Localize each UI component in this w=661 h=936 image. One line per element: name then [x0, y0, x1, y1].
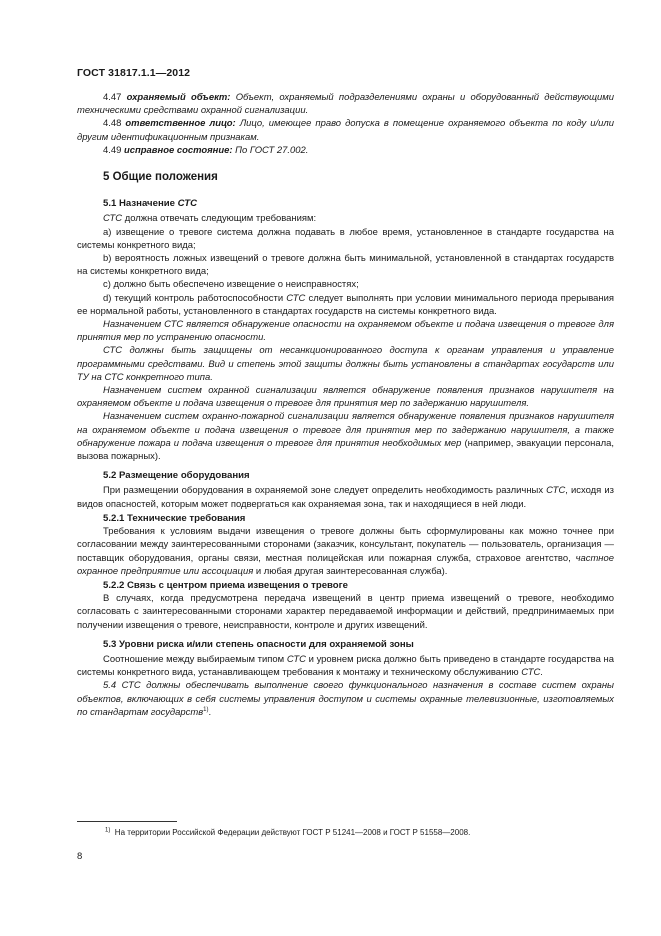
section-5-2-title: 5.2 Размещение оборудования — [103, 470, 250, 482]
list-item-d — [77, 292, 614, 318]
term-definition: По ГОСТ 27.002. — [235, 144, 309, 156]
document-header: ГОСТ 31817.1.1—2012 — [77, 67, 191, 79]
text: При размещении оборудования в охраняемой зоне следует определить необходимость различных — [103, 485, 547, 497]
paragraph-5-3 — [77, 653, 614, 679]
paragraph-5-2-2: В случаях, когда предусмотрена передача извещений в центр приема извещений о тревоге, необходимо согласовать с заинтересованными сторонами характер передаваемой информации и действий, предпринимаемых при получении извещения о тревоге, неисправности, контроле и других извещений. — [77, 593, 614, 631]
text: . — [208, 706, 212, 718]
section-5-2-2-title: 5.2.2 Связь с центром приема извещения о тревоге — [103, 579, 348, 591]
heading-abbr: СТС — [177, 198, 198, 210]
footnote-divider — [77, 821, 177, 822]
paragraph-5-4 — [77, 679, 614, 719]
term-number: 4.48 — [103, 118, 122, 130]
abbr: СТС — [286, 292, 306, 304]
section-5-2-1-title: 5.2.1 Технические требования — [103, 512, 246, 524]
list-item-c: с) должно быть обеспечено извещение о неисправностях; — [103, 279, 359, 291]
list-item-b: b) вероятность ложных извещений о тревоге должна быть минимальной, установленной в стандартах государств на системы конкретного вида; — [77, 253, 614, 278]
section-5-3-title: 5.3 Уровни риска и/или степень опасности для охраняемой зоны — [103, 638, 414, 650]
term-4-47 — [77, 91, 614, 117]
text: d) текущий контроль работоспособности — [103, 292, 287, 304]
page-number: 8 — [77, 851, 83, 862]
section-5-1-title — [77, 197, 614, 210]
footnote-text: На территории Российской Федерации действуют ГОСТ Р 51241—2008 и ГОСТ Р 51558—2008. — [114, 828, 471, 837]
term-4-49 — [77, 144, 614, 157]
paragraph-5-1-intro — [77, 212, 614, 225]
abbr: СТС — [286, 653, 306, 665]
term-number: 4.47 — [103, 92, 122, 103]
term-definition: Объект, охраняемый подразделениями охраны и оборудованный действующими техническими средствами охранной сигнализации. — [77, 92, 615, 117]
term-4-48 — [77, 117, 614, 143]
term-title: ответственное лицо: — [125, 118, 236, 130]
paragraph-5-1-p4 — [77, 410, 614, 463]
term-title: исправное состояние: — [124, 144, 233, 156]
text: , исходя из видов опасностей, которым может подвергаться как охраняемая зона, так и находящиеся в ней люди. — [77, 485, 614, 510]
term-title: охраняемый объект: — [126, 92, 231, 103]
abbr: СТС — [103, 213, 123, 225]
footnote — [105, 828, 470, 837]
text: Соотношение между выбираемым типом — [103, 653, 287, 665]
term-definition: Лицо, имеющее право допуска в помещение охраняемого объекта по коду и/или другим идентификационным признакам. — [77, 118, 614, 143]
heading-text: 5.1 Назначение — [103, 198, 175, 210]
abbr: СТС — [546, 485, 566, 497]
text: и любая другая заинтересованная служба). — [253, 565, 448, 577]
text: частное охранное предприятие или ассоциация — [77, 552, 614, 577]
paragraph-5-1-p2: СТС должны быть защищены от несанкционированного доступа к органам управления и управление программными средствами. Вид и степень этой защиты должны быть установлены в стандартах государств или ТУ на СТС конкретного типа. — [77, 345, 614, 383]
document-body — [77, 91, 614, 719]
text: и уровнем риска должно быть приведено в стандарте государства на системы конкретного вида, устанавливающем требования к монтажу и техническому обслуживанию — [77, 653, 614, 679]
list-item-a: а) извещение о тревоге система должна подавать в любое время, установленное в стандарте государства на системы конкретного вида; — [77, 226, 614, 251]
text: должна отвечать следующим требованиям: — [122, 213, 317, 225]
text: 5.4 СТС должны обеспечивать выполнение своего функционального назначения в составе систем охраны объектов, включающих в себя системы управления доступом и системы охранные телевизионные, изготовляемых по стандартам государств — [77, 680, 614, 718]
text: Назначением систем охранно-пожарной сигнализации является обнаружение появления признаков нарушителя на охраняемом объекте и подача извещения о тревоге для принятия мер по задержанию нарушителя, а также обнаружение пожара и подача извещения о тревоге для принятия необходимых мер — [77, 411, 614, 449]
paragraph-5-2-1 — [77, 525, 614, 578]
paragraph-5-2-p1 — [77, 484, 614, 510]
text: (например, эвакуации персонала, вызова пожарных). — [77, 437, 614, 463]
term-number: 4.49 — [103, 144, 122, 156]
text: . — [540, 667, 543, 679]
paragraph-5-1-p1: Назначением СТС является обнаружение опасности на охраняемом объекте и подача извещения о тревоге для принятия мер по устранению опасности. — [77, 319, 614, 344]
text: Требования к условиям выдачи извещения о тревоге должны быть сформулированы как можно точнее при согласовании между заинтересованными сторонами (заказчик, консультант, покупатель — пользователь, организация — поставщик оборудования, органы связи, местная полицейская или пожарная служба, страховое агентство, — [77, 526, 614, 564]
section-5-title: 5 Общие положения — [103, 171, 218, 184]
footnote-ref: 1) — [203, 706, 209, 713]
abbr: СТС — [521, 667, 541, 679]
text: следует выполнять при условии минимального периода прерывания ее нормальной работы, установленного в стандартах государств на системы конкретного вида. — [77, 292, 614, 317]
paragraph-5-1-p3: Назначением систем охранной сигнализации является обнаружение появления признаков нарушителя на охраняемом объекте и подача извещения о тревоге для принятия мер по задержанию нарушителя. — [77, 385, 614, 410]
footnote-mark: 1) — [105, 827, 111, 834]
